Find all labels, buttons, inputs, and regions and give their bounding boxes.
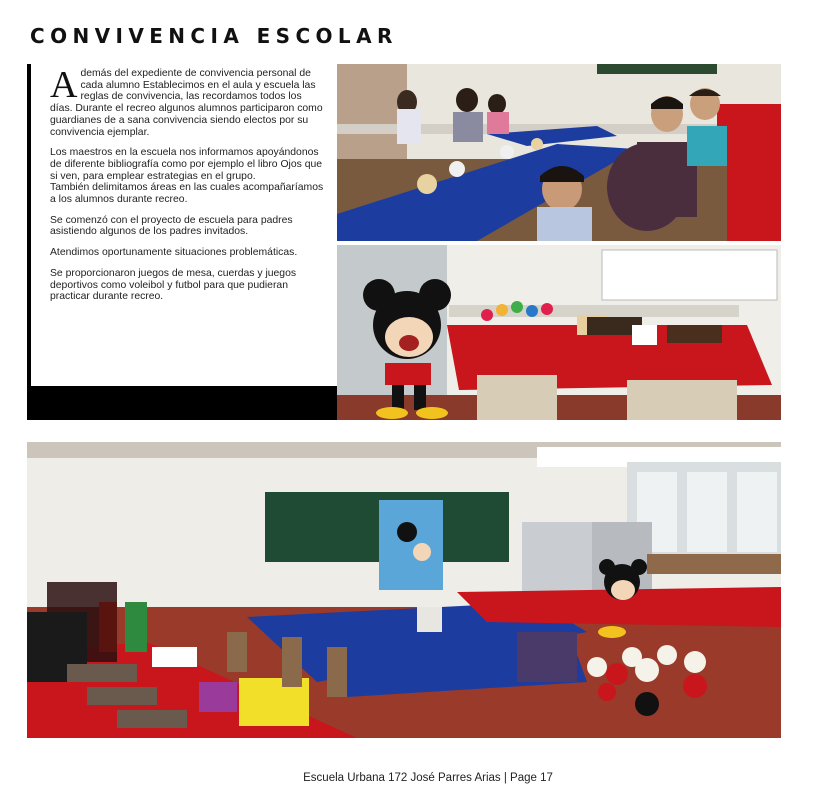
drop-cap: A: [50, 64, 78, 106]
photo-children-at-tables: [337, 64, 781, 241]
page-footer: Escuela Urbana 172 José Parres Arias | Page 17: [303, 772, 553, 784]
photo-classroom-tables: [27, 442, 781, 738]
paragraph-3: También delimitamos áreas en las cuales acompañaríamos a los alumnos durante recreo.: [50, 182, 324, 206]
photo-dessert-table: [337, 245, 781, 420]
paragraph-1: [50, 64, 327, 138]
paragraph-4: Se comenzó con el proyecto de escuela para padres asistiendo algunos de los padres invitados.: [50, 214, 293, 238]
paragraph-6: Se proporcionaron juegos de mesa, cuerdas y juegos deportivos como voleibol y futbol para que pudieran practicar durante recreo.: [50, 267, 297, 303]
paragraph-5: Atendimos oportunamente situaciones problemáticas.: [50, 247, 298, 259]
article-text-box: [31, 64, 337, 386]
paragraph-1-text: demás del expediente de convivencia personal de cada alumno Establecimos en el aula y escuela las reglas de convivencia, las recordamos todos los días. Durante el recreo algunos alumnos participaron como guardianes de a sana convivencia siendo electos por su convivencia ejemplar.: [50, 68, 323, 138]
page-title: CONVIVENCIA ESCOLAR: [30, 24, 398, 48]
paragraph-2: Los maestros en la escuela nos informamos apoyándonos de diferente bibliografía como por ejemplo el libro Ojos que si ven, para emplear estrategias en el grupo.: [50, 147, 323, 182]
